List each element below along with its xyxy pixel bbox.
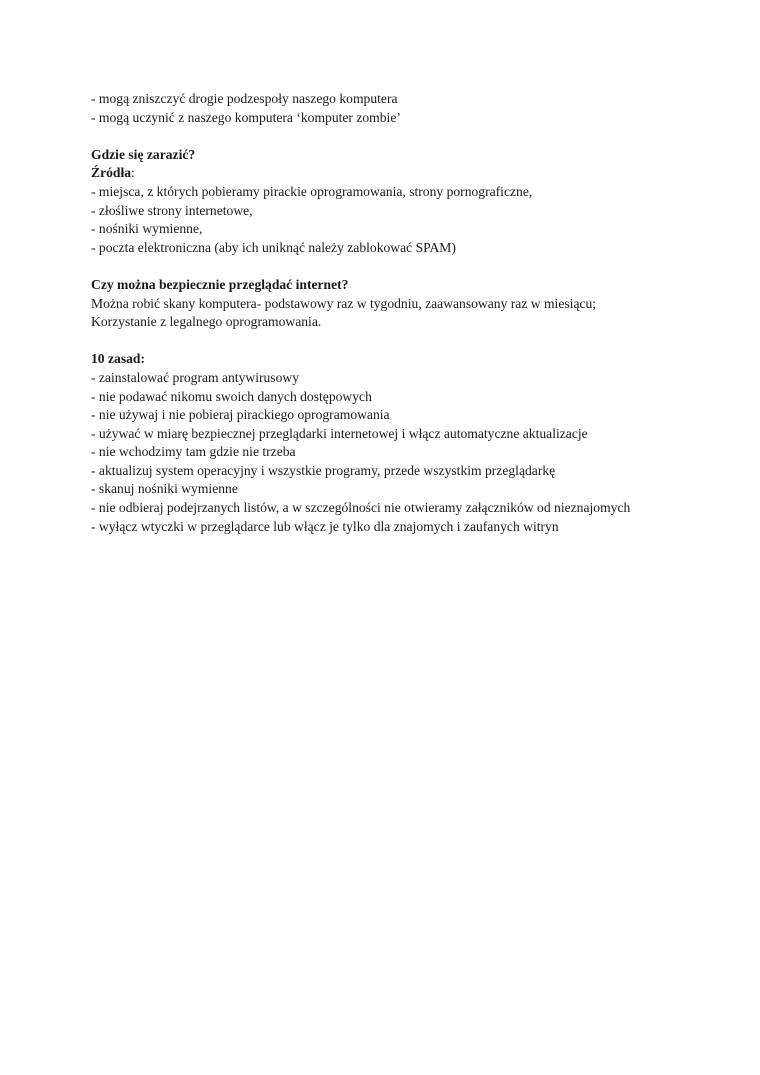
infection-section <box>91 146 731 258</box>
infection-heading: Gdzie się zarazić? <box>91 146 196 162</box>
rule-item: - aktualizuj system operacyjny i wszystkie programy, przede wszystkim przeglądarkę <box>91 462 556 478</box>
intro-line: - mogą uczynić z naszego komputera ‘komputer zombie’ <box>91 109 401 125</box>
document-page <box>91 90 731 536</box>
spacer <box>91 257 731 276</box>
rule-item: - używać w miarę bezpiecznej przeglądarki internetowej i włącz automatyczne aktualizacje <box>91 425 588 441</box>
rule-item: - zainstalować program antywirusowy <box>91 369 299 385</box>
intro-line: - mogą zniszczyć drogie podzespoły naszego komputera <box>91 91 398 106</box>
source-item: - nośniki wymienne, <box>91 221 203 237</box>
safe-browsing-line: Można robić skany komputera- podstawowy raz w tygodniu, zaawansowany raz w miesiącu; <box>91 295 597 311</box>
rule-item: - wyłącz wtyczki w przeglądarce lub włącz je tylko dla znajomych i zaufanych witryn <box>91 518 559 534</box>
rules-heading: 10 zasad: <box>91 351 145 367</box>
rules-section <box>91 350 731 536</box>
rule-item: - nie odbieraj podejrzanych listów, a w szczególności nie otwieramy załączników od nieznajomych <box>91 500 631 516</box>
sources-label-line <box>91 164 731 183</box>
rule-item: - nie wchodzimy tam gdzie nie trzeba <box>91 444 296 460</box>
source-item: - złośliwe strony internetowe, <box>91 202 253 218</box>
intro-section <box>91 90 731 127</box>
spacer <box>91 332 731 351</box>
source-item: - poczta elektroniczna (aby ich uniknąć należy zablokować SPAM) <box>91 239 456 255</box>
rule-item: - skanuj nośniki wymienne <box>91 481 238 497</box>
rule-item: - nie używaj i nie pobieraj pirackiego oprogramowania <box>91 407 390 423</box>
safe-browsing-heading: Czy można bezpiecznie przeglądać internet? <box>91 276 349 292</box>
source-item: - miejsca, z których pobieramy pirackie oprogramowania, strony pornograficzne, <box>91 183 533 199</box>
safe-browsing-line: Korzystanie z legalnego oprogramowania. <box>91 314 322 330</box>
safe-browsing-section <box>91 276 731 332</box>
sources-colon: : <box>131 165 135 181</box>
rule-item: - nie podawać nikomu swoich danych dostępowych <box>91 388 372 404</box>
sources-label: Źródła <box>91 165 132 181</box>
spacer <box>91 127 731 146</box>
